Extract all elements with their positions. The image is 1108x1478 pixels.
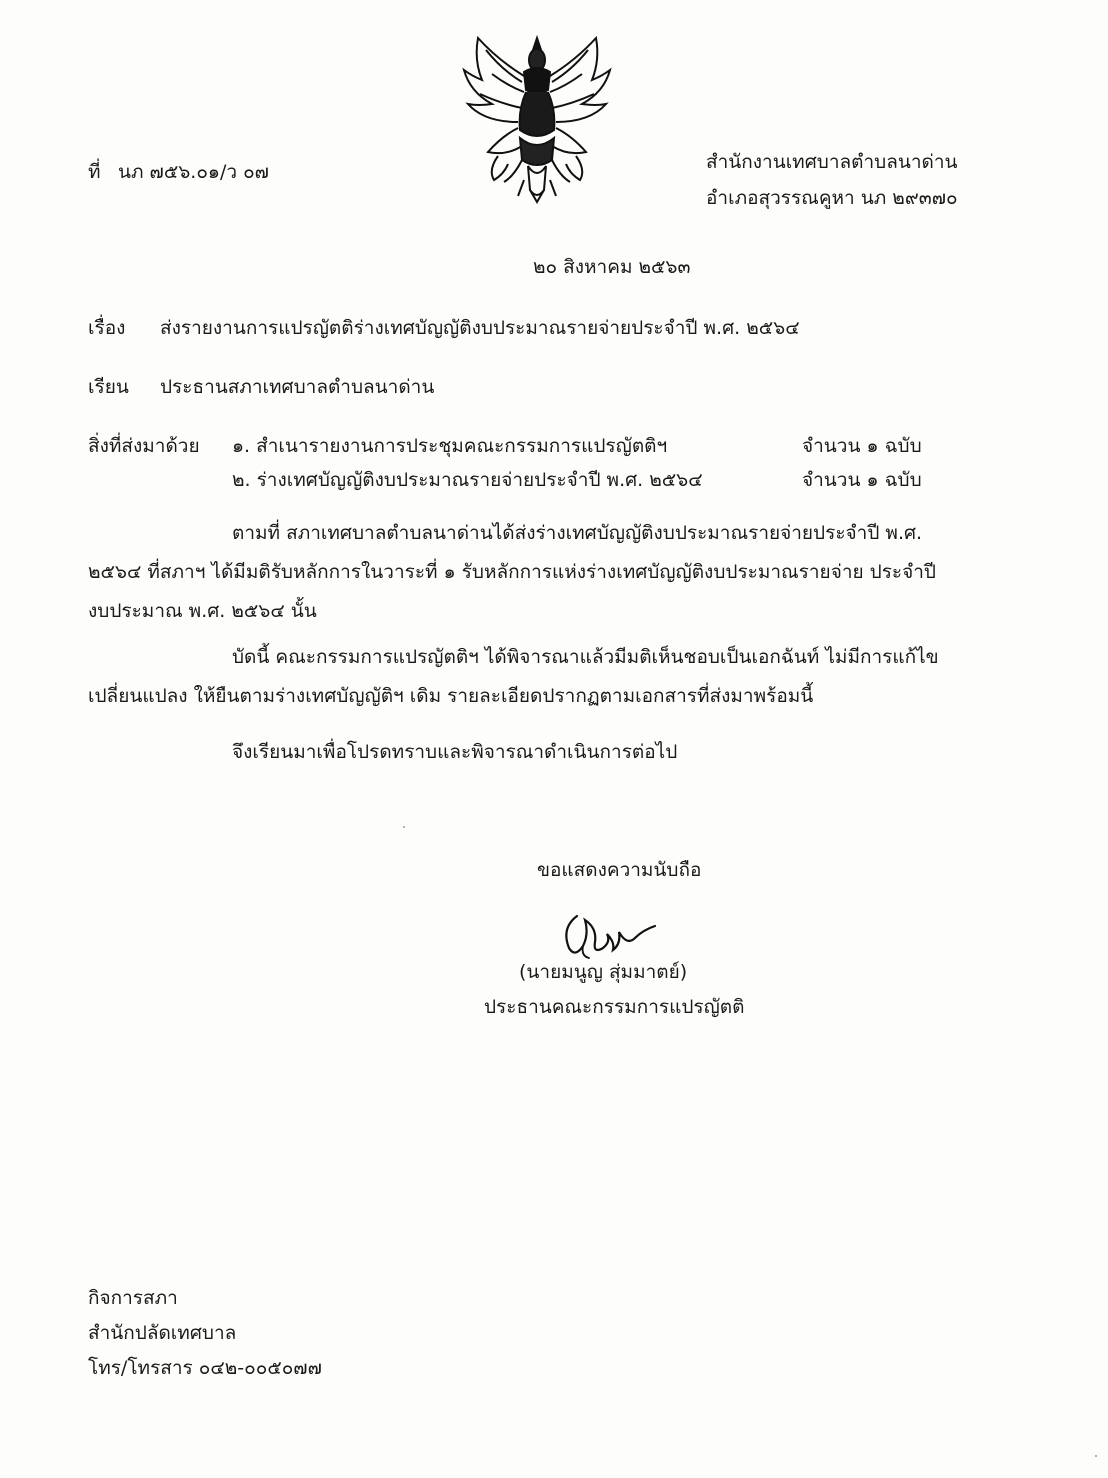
subject-label: เรื่อง bbox=[88, 317, 126, 339]
office-name: สำนักงานเทศบาลตำบลนาด่าน bbox=[706, 151, 958, 173]
letter-date: ๒๐ สิงหาคม ๒๕๖๓ bbox=[533, 256, 691, 278]
office-address: อำเภอสุวรรณคูหา นภ ๒๙๓๗๐ bbox=[706, 187, 958, 209]
garuda-emblem-icon bbox=[458, 30, 616, 208]
body-paragraph-3: จึงเรียนมาเพื่อโปรดทราบและพิจารณาดำเนินการต่อไป bbox=[232, 741, 678, 763]
doc-number: นภ ๗๕๖.๐๑/ว ๐๗ bbox=[118, 161, 269, 183]
footer-phone-fax: โทร/โทรสาร ๐๔๒-๐๐๕๐๗๗ bbox=[88, 1357, 322, 1379]
doc-number-label: ที่ bbox=[88, 161, 101, 183]
handwritten-signature-icon bbox=[555, 908, 665, 962]
footer-department: กิจการสภา bbox=[88, 1287, 178, 1309]
enclosure-qty: จำนวน ๑ ฉบับ bbox=[802, 469, 922, 491]
recipient-label: เรียน bbox=[88, 376, 129, 398]
enclosures-label: สิ่งที่ส่งมาด้วย bbox=[88, 435, 200, 457]
signatory-title: ประธานคณะกรรมการแปรญัตติ bbox=[484, 996, 745, 1018]
footer-office: สำนักปลัดเทศบาล bbox=[88, 1322, 237, 1344]
recipient-text: ประธานสภาเทศบาลตำบลนาด่าน bbox=[160, 376, 435, 398]
body-paragraph-1-line-1: ตามที่ สภาเทศบาลตำบลนาด่านได้ส่งร่างเทศบัญญัติงบประมาณรายจ่ายประจำปี พ.ศ. bbox=[232, 522, 923, 544]
enclosure-item: ๒. ร่างเทศบัญญัติงบประมาณรายจ่ายประจำปี พ.ศ. ๒๕๖๔ bbox=[232, 469, 703, 491]
body-paragraph-2-line-2: เปลี่ยนแปลง ให้ยืนตามร่างเทศบัญญัติฯ เดิม รายละเอียดปรากฏตามเอกสารที่ส่งมาพร้อมนี้ bbox=[88, 685, 814, 707]
body-paragraph-2-line-1: บัดนี้ คณะกรรมการแปรญัตติฯ ได้พิจารณาแล้วมีมติเห็นชอบเป็นเอกฉันท์ ไม่มีการแก้ไข bbox=[232, 646, 939, 668]
scan-speck bbox=[1095, 1455, 1097, 1457]
body-paragraph-1-line-2: ๒๕๖๔ ที่สภาฯ ได้มีมติรับหลักการในวาระที่ ๑ รับหลักการแห่งร่างเทศบัญญัติงบประมาณรายจ่าย ประจำปี bbox=[88, 561, 936, 583]
body-paragraph-1-line-3: งบประมาณ พ.ศ. ๒๕๖๔ นั้น bbox=[88, 600, 317, 622]
enclosure-item: ๑. สำเนารายงานการประชุมคณะกรรมการแปรญัตติฯ bbox=[232, 435, 668, 457]
closing-salutation: ขอแสดงความนับถือ bbox=[537, 859, 702, 881]
signatory-name: (นายมนูญ สุ่มมาตย์) bbox=[519, 961, 688, 983]
scan-speck bbox=[403, 826, 405, 828]
subject-text: ส่งรายงานการแปรญัตติร่างเทศบัญญัติงบประมาณรายจ่ายประจำปี พ.ศ. ๒๕๖๔ bbox=[160, 317, 800, 339]
enclosure-qty: จำนวน ๑ ฉบับ bbox=[802, 435, 922, 457]
